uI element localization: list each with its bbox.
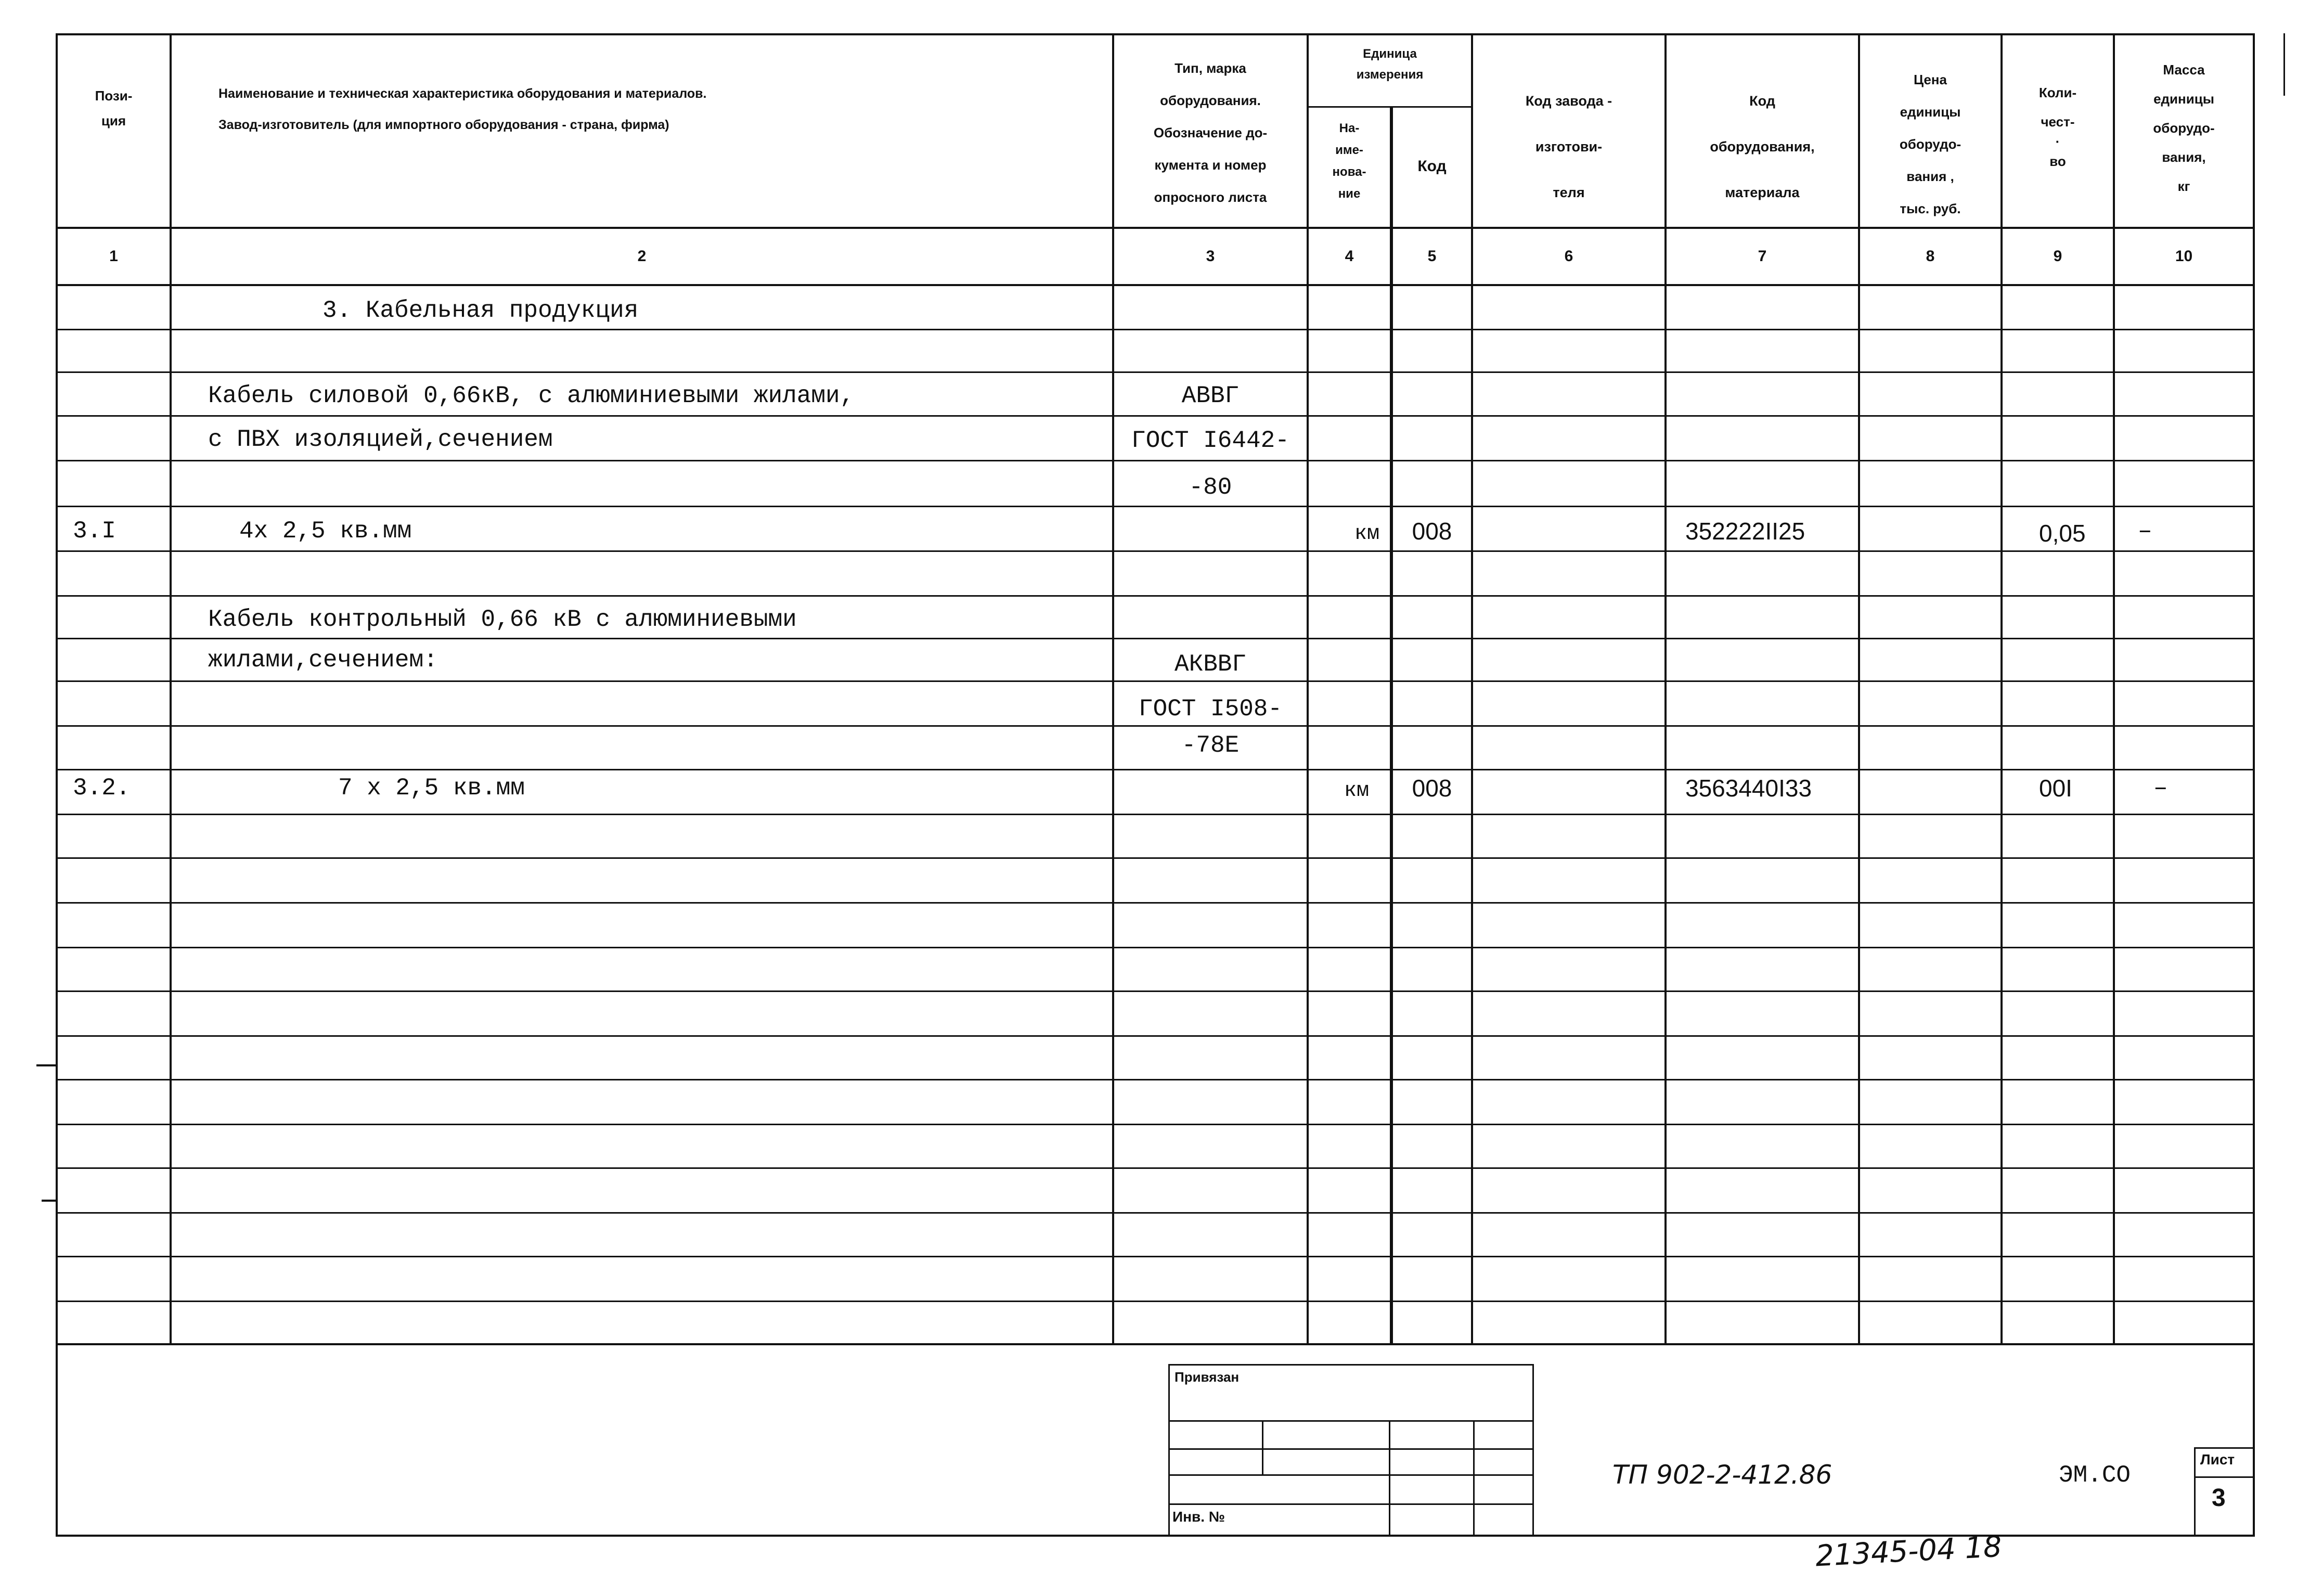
- column-number: 4: [1345, 248, 1354, 265]
- row-line: [56, 990, 2255, 992]
- column-number: 8: [1926, 248, 1935, 265]
- item2-standard-year: -78Е: [1181, 732, 1240, 759]
- units-group-line: [1307, 106, 1472, 108]
- item2-standard: ГОСТ I508-: [1138, 696, 1283, 723]
- frame-bottom: [56, 1535, 2255, 1537]
- row-line: [56, 415, 2255, 417]
- item1-description-line2: с ПВХ изоляцией,сечением: [208, 426, 553, 453]
- column-number: 9: [2053, 248, 2062, 265]
- header-material-code: Код оборудования, материала: [1710, 93, 1815, 200]
- frame-header-bottom: [56, 227, 2255, 229]
- row-line: [56, 902, 2255, 904]
- row-material-code: 3563440I33: [1685, 775, 1812, 802]
- row-line: [56, 595, 2255, 597]
- row-line: [56, 947, 2255, 948]
- header-quantity: Коли- чест- · во: [2038, 85, 2077, 169]
- col-sep-9: [2113, 33, 2115, 1344]
- frame-colnum-bottom: [56, 284, 2255, 286]
- section-title: 3. Кабельная продукция: [322, 297, 639, 324]
- header-unit-name: На- име- нова- ние: [1332, 121, 1366, 201]
- document-code: ТП 902-2-412.86: [1612, 1460, 1832, 1490]
- row-line: [56, 506, 2255, 507]
- column-number: 10: [2175, 248, 2193, 265]
- row-line: [56, 638, 2255, 639]
- col-sep-6: [1664, 33, 1667, 1344]
- header-unit-code: Код: [1417, 158, 1447, 175]
- row-line: [56, 1079, 2255, 1080]
- column-number: 1: [109, 248, 118, 265]
- sheet-label: Лист: [2200, 1451, 2235, 1468]
- row-unit: км: [1344, 779, 1370, 803]
- row-line: [56, 857, 2255, 859]
- row-line: [56, 680, 2255, 682]
- col-sep-3: [1307, 33, 1309, 1344]
- row-unit: км: [1354, 522, 1380, 546]
- item2-description-line1: Кабель контрольный 0,66 кВ с алюминиевыми: [208, 606, 797, 633]
- row-line: [56, 1256, 2255, 1257]
- item2-description-line2: жилами,сечением:: [208, 647, 438, 674]
- column-number: 5: [1427, 248, 1437, 265]
- row-line: [56, 769, 2255, 770]
- column-number: 3: [1206, 248, 1215, 265]
- row-line: [56, 1124, 2255, 1125]
- item1-type: АВВГ: [1181, 382, 1240, 409]
- row-line: [56, 725, 2255, 727]
- item1-description-line1: Кабель силовой 0,66кВ, с алюминиевыми жилами,: [208, 382, 855, 409]
- col-sep-8: [2001, 33, 2003, 1344]
- row-mass: –: [2153, 775, 2168, 802]
- col-sep-5: [1471, 33, 1473, 1344]
- header-position: Пози- ция: [95, 88, 133, 128]
- row-quantity: 00I: [2039, 775, 2072, 802]
- row-unit-code: 008: [1412, 518, 1452, 545]
- header-factory-code: Код завода - изготови- теля: [1525, 93, 1612, 200]
- row-line: [56, 371, 2255, 373]
- row-line: [56, 329, 2255, 330]
- row-line: [56, 1212, 2255, 1214]
- row-position: 3.I: [73, 518, 116, 545]
- item1-standard: ГОСТ I6442-: [1131, 427, 1289, 454]
- sheet-number: 3: [2212, 1484, 2226, 1512]
- row-name: 4х 2,5 кв.мм: [239, 518, 412, 545]
- column-number: 6: [1564, 248, 1573, 265]
- row-position: 3.2.: [73, 775, 131, 802]
- row-name: 7 х 2,5 кв.мм: [338, 775, 525, 802]
- row-mass: –: [2138, 518, 2152, 545]
- row-line: [56, 814, 2255, 815]
- row-unit-code: 008: [1412, 775, 1452, 802]
- frame-table-bottom: [56, 1343, 2255, 1345]
- privyazan-label: Привязан: [1175, 1369, 1240, 1385]
- archive-number: 21345-04 18: [1814, 1529, 2003, 1574]
- col-sep-7: [1858, 33, 1860, 1344]
- margin-tick: [42, 1200, 57, 1202]
- row-quantity: 0,05: [2039, 520, 2086, 547]
- header-price: Цена единицы оборудо- вания , тыс. руб.: [1899, 72, 1961, 216]
- column-number: 7: [1758, 248, 1767, 265]
- table-row: [0, 518, 2310, 549]
- document-mark: ЭМ.СО: [2059, 1462, 2131, 1489]
- row-material-code: 352222II25: [1685, 518, 1805, 545]
- header-type: Тип, марка оборудования. Обозначение до- кумента и номер опросного листа: [1153, 60, 1268, 205]
- margin-tick: [36, 1064, 57, 1066]
- row-line: [56, 550, 2255, 552]
- header-units-group: Единица измерения: [1356, 47, 1424, 82]
- frame-top: [56, 33, 2255, 35]
- col-sep-1: [170, 33, 172, 1344]
- table-row: [0, 775, 2310, 806]
- item2-type: АКВВГ: [1174, 651, 1247, 678]
- inventory-number-label: Инв. №: [1172, 1509, 1225, 1525]
- margin-tick-right: [2283, 33, 2285, 96]
- row-line: [56, 1167, 2255, 1169]
- header-name: Наименование и техническая характеристика оборудования и материалов. Завод-изготовитель (для импортного оборудования - страна, фирма): [218, 86, 707, 132]
- row-line: [56, 1301, 2255, 1302]
- column-number: 2: [637, 248, 647, 265]
- row-line: [56, 1035, 2255, 1037]
- header-mass: Масса единицы оборудо- вания, кг: [2153, 62, 2215, 194]
- col-sep-2: [1112, 33, 1114, 1344]
- row-line: [56, 460, 2255, 461]
- item1-standard-year: -80: [1189, 474, 1232, 501]
